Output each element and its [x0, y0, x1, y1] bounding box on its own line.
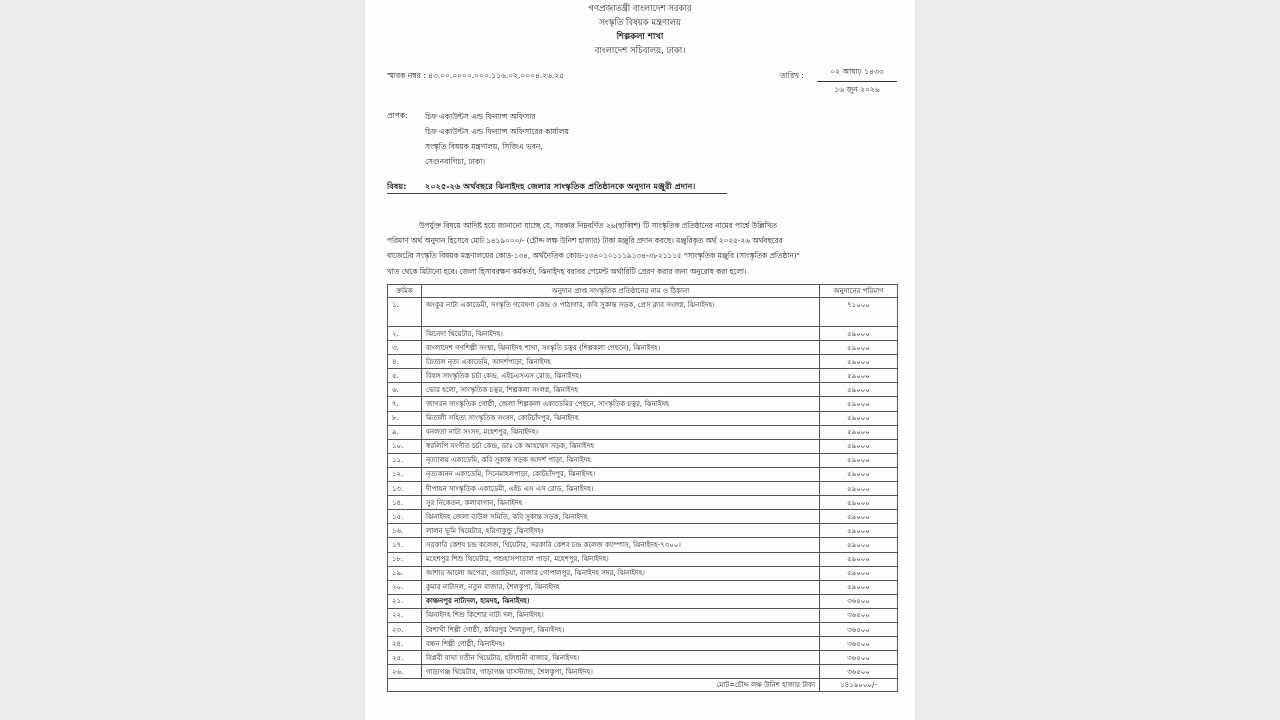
amount-cell: ৩৬৫০০: [820, 608, 898, 622]
serial-cell: ৮.: [388, 411, 422, 425]
subject-underline: [387, 193, 727, 194]
amount-cell: ৫৯০০০: [820, 496, 898, 510]
name-cell: বন্ধন শিল্পী গোষ্ঠী, ঝিনাইদহ।: [422, 637, 820, 651]
name-cell: নৃত্যালয় একাডেমি, কবি সুকান্ত সড়ক আদর্শ পাড়া, ঝিনাইদহ: [422, 453, 820, 467]
table-row: [388, 651, 898, 665]
serial-cell: ২২.: [388, 608, 422, 622]
col-header-name: অনুদান প্রাপ্ত সাংস্কৃতিক প্রতিষ্ঠানের নাম ও ঠিকানা: [422, 285, 820, 298]
name-cell: বাংলাদেশ গণশিল্পী সংস্থা, ঝিনাইদহ শাখা, সংস্কৃতি চত্বর (শিল্পকলা পেছনে), ঝিনাইদহ।: [422, 341, 820, 355]
memo-reference: স্মারক নম্বর : ৪৩.০০.০০০০.০০০.১১৬.০২.০০০৪.২৬.২৫: [387, 71, 565, 80]
serial-cell: ১৩.: [388, 482, 422, 496]
name-cell: মহেশপুর শিশু থিয়েটার, পশুহাসপাতাল পাড়া, মহেশপুর, ঝিনাইদহ।: [422, 552, 820, 566]
name-cell: সরকারি কেশব চন্দ্র কলেজ, থিয়েটার, সরকারি কেশব চন্দ্র কলেজ ক্যাম্পাস, ঝিনাইদহ-৭৩০০।: [422, 538, 820, 552]
name-cell: নৃত্যকানন একাডেমি, সিনেমাহলপাড়া, কোটচাঁদপুর, ঝিনাইদহ।: [422, 467, 820, 481]
name-cell: ভোর হলো, সাংস্কৃতিক চত্বর, শিল্পকলা সংলগ্ন, ঝিনাইদহ: [422, 383, 820, 397]
table-header-row: [388, 285, 898, 298]
serial-cell: ৪.: [388, 355, 422, 369]
table-row: [388, 510, 898, 524]
serial-cell: ১২.: [388, 467, 422, 481]
body-line: উপর্যুক্ত বিষয়ে আদিষ্ট হয়ে জানানো যাচ্ছে যে, সরকার নিম্নবর্ণিত ২৬(ছাব্বিশ) টি সাংস্কৃতিক প্রতিষ্ঠানের নামের পার্শ্বে উল্লিখিত: [419, 221, 777, 230]
date-english: ১৬ জুন ২০২৬: [834, 85, 880, 94]
amount-cell: ৩৬৫০০: [820, 622, 898, 636]
amount-cell: ৫৯০০০: [820, 552, 898, 566]
serial-cell: ২৬.: [388, 665, 422, 679]
table-row: [388, 341, 898, 355]
table-row: [388, 665, 898, 679]
date-label: তারিখ :: [780, 71, 804, 80]
col-header-amount: অনুদানের পরিমাণ: [820, 285, 898, 298]
name-cell: সুর নিকেতন, কলাবাগান, ঝিনাইদহ: [422, 496, 820, 510]
amount-cell: ৫৯০০০: [820, 355, 898, 369]
table-row: [388, 482, 898, 496]
name-cell: ত্রিতাল নৃত্য একাডেমি, আদর্শপাড়া, ঝিনাইদহ: [422, 355, 820, 369]
table-row: [388, 327, 898, 341]
recipient-line: সেগুনবাগিচা, ঢাকা।: [425, 157, 486, 166]
total-label: মোট=চৌদ্দ লক্ষ উনিশ হাজার টাকা: [388, 679, 820, 692]
serial-cell: ১৫.: [388, 510, 422, 524]
name-cell: গাড়াগঞ্জ থিয়েটার, গাড়াগঞ্জ বাসস্ট্যান্ড, শৈলকুপা, ঝিনাইদহ।: [422, 665, 820, 679]
recipient-address: [425, 109, 569, 169]
recipient-line: সংস্কৃতি বিষয়ক মন্ত্রণালয়, সিজিএ ভবন,: [425, 142, 543, 151]
amount-cell: ৫৯০০০: [820, 580, 898, 594]
date-bangla: ০২ আষাঢ় ১৪৩৩: [817, 67, 897, 82]
table-row: [388, 566, 898, 580]
table-row: [388, 637, 898, 651]
table-row: [388, 298, 898, 327]
serial-cell: ১৬.: [388, 524, 422, 538]
amount-cell: ৫৯০০০: [820, 482, 898, 496]
serial-cell: ২১.: [388, 594, 422, 608]
recipient-line: চিফ একাউন্টস এন্ড ফিন্যান্স অফিসারের কার্যালয়: [425, 127, 569, 136]
amount-cell: ৫৯০০০: [820, 566, 898, 580]
amount-cell: ৫৯০০০: [820, 467, 898, 481]
amount-cell: ৫৯০০০: [820, 453, 898, 467]
amount-cell: ৫৯০০০: [820, 341, 898, 355]
name-cell: স্বরলিপি সংগীত চর্চা কেন্দ্র, ডাঃ কে আহম্মেদ সড়ক, ঝিনাইদহ: [422, 439, 820, 453]
table-row: [388, 580, 898, 594]
table-row: [388, 425, 898, 439]
table-row: [388, 397, 898, 411]
header-line-4: বাংলাদেশ সচিবালয়, ঢাকা।: [594, 46, 686, 56]
serial-cell: ১৪.: [388, 496, 422, 510]
serial-cell: ৬.: [388, 383, 422, 397]
recipient-line: চিফ একাউন্টস এন্ড ফিন্যান্স অফিসার: [425, 112, 536, 121]
name-cell: ঝিনেদা থিয়েটার, ঝিনাইদহ।: [422, 327, 820, 341]
amount-cell: ৩৬৫০০: [820, 637, 898, 651]
amount-cell: ৫৯০০০: [820, 327, 898, 341]
amount-cell: ৫৯০০০: [820, 369, 898, 383]
serial-cell: ২৩.: [388, 622, 422, 636]
amount-cell: ৩৬৫০০: [820, 594, 898, 608]
header-line-2: সংস্কৃতি বিষয়ক মন্ত্রণালয়: [599, 18, 681, 28]
total-amount: ১৪১৯০০০/-: [820, 679, 898, 692]
table-row: [388, 552, 898, 566]
subject-label: বিষয়:: [387, 181, 407, 191]
amount-cell: ৭১০০০: [820, 298, 898, 327]
amount-cell: ৫৯০০০: [820, 538, 898, 552]
amount-cell: ৫৯০০০: [820, 397, 898, 411]
name-cell: বিহঙ্গ সাংস্কৃতিক চর্চা কেন্দ্র, এইচএসএস রোড, ঝিনাইদহ।: [422, 369, 820, 383]
table-row: [388, 453, 898, 467]
table-row: [388, 496, 898, 510]
name-cell: কুমার নাট্যদল, নতুন বাজার, শৈলকুপা, ঝিনাইদহ: [422, 580, 820, 594]
name-cell: জাগরন সাংস্কৃতিক গোষ্ঠী, জেলা শিল্পকলা একাডেমির পেছনে, সাংস্কৃতিক চত্বর, ঝিনাইদহ: [422, 397, 820, 411]
body-paragraph: [387, 218, 897, 279]
total-row: [388, 679, 898, 692]
serial-cell: ৩.: [388, 341, 422, 355]
serial-cell: ১৭.: [388, 538, 422, 552]
serial-cell: ৭.: [388, 397, 422, 411]
table-row: [388, 355, 898, 369]
serial-cell: ৯.: [388, 425, 422, 439]
body-line: বাজেটের সংস্কৃতি বিষয়ক মন্ত্রণালয়ের কোড-১৩৪, অর্থনৈতিক কোড-১৩৪০১০১১১৯১৩৪-৩৮২১১১৫ "সাংস্কৃতিক মঞ্জুরি (সাংস্কৃতিক প্রতিষ্ঠান)": [387, 251, 800, 261]
name-cell: কাঞ্চনপুর নাট্যদল, হামদহ, ঝিনাইদহ।: [422, 594, 820, 608]
table-row: [388, 594, 898, 608]
name-cell: দীপায়ন সাংস্কৃতিক একাডেমী, এইচ এস এস রোড, ঝিনাইদহ।: [422, 482, 820, 496]
serial-cell: ১৯.: [388, 566, 422, 580]
serial-cell: ২৪.: [388, 637, 422, 651]
name-cell: বিপ্লবী বাঘা যতীন থিয়েটার, হলিধানী বাজার, ঝিনাইদহ।: [422, 651, 820, 665]
name-cell: বৈশাখী শিল্পী গোষ্ঠী, কবিরপুর শৈলকুপা, ঝিনাইদহ।: [422, 622, 820, 636]
amount-cell: ৫৯০০০: [820, 439, 898, 453]
name-cell: অংকুর নাট্য একাডেমী, সংস্কৃতি গবেষণা কেন্দ্র ও পাঠাগার, কবি সুকান্ত সড়ক, প্রেস ক্লাব সংলগ্ন, ঝিনাইদহ।: [422, 298, 820, 327]
serial-cell: ২০.: [388, 580, 422, 594]
recipient-label: প্রাপক:: [387, 111, 408, 120]
table-row: [388, 411, 898, 425]
grant-table: [387, 284, 898, 692]
gov-header: [365, 2, 915, 58]
table-row: [388, 524, 898, 538]
document-page: [365, 0, 915, 720]
body-line: পরিমাণ অর্থ অনুদান হিসেবে মোট ১৪১৯০০০/- (চৌদ্দ লক্ষ উনিশ হাজার) টাকা মঞ্জুরি প্রদান করছে। মঞ্জুরিকৃত অর্থ ২০২৫-২৬ অর্থবছরের: [387, 236, 783, 246]
amount-cell: ৫৯০০০: [820, 510, 898, 524]
header-line-1: গণপ্রজাতন্ত্রী বাংলাদেশ সরকার: [588, 4, 692, 14]
table-row: [388, 369, 898, 383]
serial-cell: ৫.: [388, 369, 422, 383]
col-header-serial: ক্রমিক: [388, 285, 422, 298]
name-cell: আশার আলো অপেরা, ওয়াড়িয়া, বাজার গোপালপুর, ঝিনাইদহ সদর, ঝিনাইদহ।: [422, 566, 820, 580]
subject-text: ২০২৫-২৬ অর্থবছরে ঝিনাইদহ জেলার সাংস্কৃতিক প্রতিষ্ঠানকে অনুদান মঞ্জুরী প্রদান।: [425, 181, 696, 191]
amount-cell: ৩৬৫০০: [820, 665, 898, 679]
serial-cell: ২৫.: [388, 651, 422, 665]
amount-cell: ৫৯০০০: [820, 383, 898, 397]
table-row: [388, 467, 898, 481]
serial-cell: ১১.: [388, 453, 422, 467]
table-row: [388, 608, 898, 622]
serial-cell: ১০.: [388, 439, 422, 453]
table-row: [388, 383, 898, 397]
amount-cell: ৫৯০০০: [820, 425, 898, 439]
name-cell: মিতালী সহিত্য সাংস্কৃতিক সংসদ, কোটচাঁদপুর, ঝিনাইদহ: [422, 411, 820, 425]
table-row: [388, 538, 898, 552]
amount-cell: ৫৯০০০: [820, 524, 898, 538]
name-cell: ঝিনাইদহ জেলা বাউল সমিতি, কবি সুকান্ত সড়ক, ঝিনাইদহ: [422, 510, 820, 524]
amount-cell: ৫৯০০০: [820, 411, 898, 425]
table-body: [388, 298, 898, 692]
name-cell: লালন ভূমি থিয়েটার, হরিণাকুন্ডু ,ঝিনাইদহ।: [422, 524, 820, 538]
table-row: [388, 622, 898, 636]
name-cell: বনলতা নাট্য সংসদ, মহেশপুর, ঝিনাইদহ।: [422, 425, 820, 439]
table-row: [388, 439, 898, 453]
memo-date: [817, 67, 897, 97]
amount-cell: ৩৬৫০০: [820, 651, 898, 665]
name-cell: ঝিনাইদহ শিশু কিশোর নাট্য দল, ঝিনাইদহ।: [422, 608, 820, 622]
serial-cell: ১৮.: [388, 552, 422, 566]
serial-cell: ১.: [388, 298, 422, 327]
serial-cell: ২.: [388, 327, 422, 341]
body-line: খাত থেকে মিটানো হবে। জেলা হিসাবরক্ষণ কর্মকর্তা, ঝিনাইদহ বরাবর পেমেন্ট অর্থারিটি প্রেরণ করার জন্য অনুরোধ করা হলো।: [387, 266, 747, 276]
header-line-3: শিল্পকলা শাখা: [616, 32, 664, 42]
